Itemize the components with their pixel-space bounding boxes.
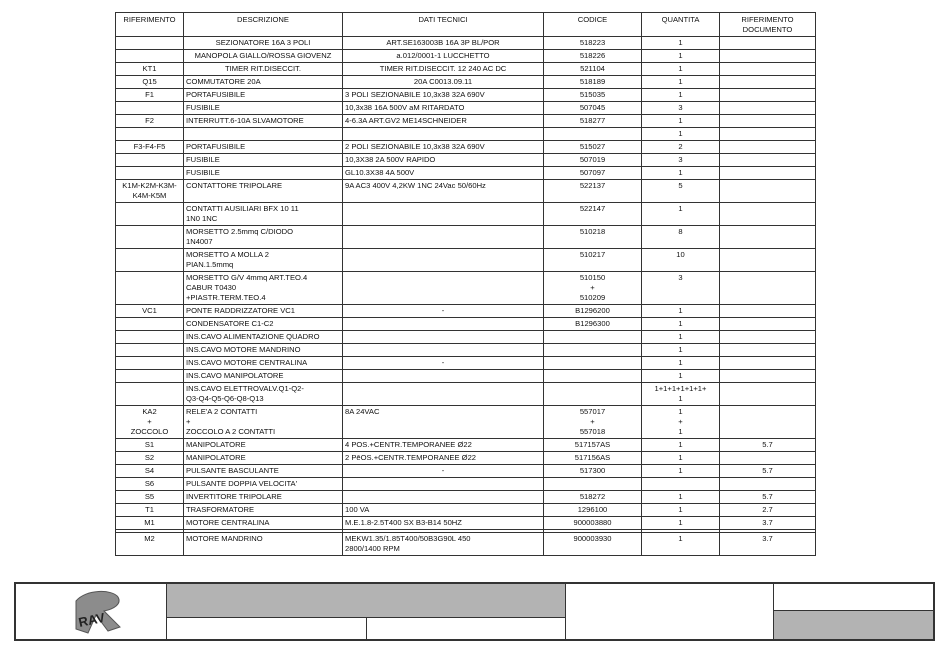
row-codice [544, 383, 642, 406]
row-riferimento-documento [720, 76, 816, 89]
row-riferimento: T1 [116, 504, 184, 517]
row-dati-tecnici: 100 VA [343, 504, 544, 517]
row-riferimento-documento [720, 272, 816, 305]
row-riferimento-documento [720, 383, 816, 406]
row-riferimento-documento [720, 344, 816, 357]
row-riferimento: F1 [116, 89, 184, 102]
row-codice: 518223 [544, 37, 642, 50]
header-descrizione: DESCRIZIONE [184, 13, 343, 37]
row-quantita: 1 [642, 37, 720, 50]
row-descrizione: MORSETTO A MOLLA 2 PIAN.1.5mmq [184, 249, 343, 272]
row-quantita: 1 [642, 491, 720, 504]
table-row [116, 517, 816, 530]
table-row [116, 383, 816, 406]
row-dati-tecnici [343, 383, 544, 406]
row-riferimento-documento [720, 406, 816, 439]
row-dati-tecnici: 2 POLI SEZIONABILE 10,3x38 32A 690V [343, 141, 544, 154]
row-quantita: 1 [642, 504, 720, 517]
row-riferimento: S4 [116, 465, 184, 478]
row-descrizione: RELE'A 2 CONTATTI + ZOCCOLO A 2 CONTATTI [184, 406, 343, 439]
row-quantita: 1+1+1+1+1+1+ 1 [642, 383, 720, 406]
row-quantita: 1 [642, 305, 720, 318]
drawing-field-left [166, 617, 367, 640]
row-riferimento-documento [720, 226, 816, 249]
row-descrizione: MORSETTO G/V 4mmq ART.TEO.4 CABUR T0430 +PIASTR.TERM.TEO.4 [184, 272, 343, 305]
row-codice: 557017 + 557018 [544, 406, 642, 439]
row-descrizione: CONDENSATORE C1-C2 [184, 318, 343, 331]
table-row [116, 203, 816, 226]
row-codice: 517156AS [544, 452, 642, 465]
row-descrizione: CONTATTI AUSILIARI BFX 10 11 1N0 1NC [184, 203, 343, 226]
row-riferimento-documento: 3.7 [720, 517, 816, 530]
row-codice [544, 370, 642, 383]
row-codice: B1296300 [544, 318, 642, 331]
row-dati-tecnici [343, 344, 544, 357]
row-descrizione: MANIPOLATORE [184, 439, 343, 452]
row-quantita: 1 [642, 128, 720, 141]
row-riferimento: Q15 [116, 76, 184, 89]
row-riferimento: VC1 [116, 305, 184, 318]
row-dati-tecnici: 4 POS.+CENTR.TEMPORANEE Ø22 [343, 439, 544, 452]
row-codice: 517300 [544, 465, 642, 478]
row-riferimento-documento [720, 452, 816, 465]
row-dati-tecnici: - [343, 305, 544, 318]
row-codice: 522147 [544, 203, 642, 226]
drawing-field-right [366, 617, 566, 640]
row-riferimento [116, 249, 184, 272]
header-dati-tecnici: DATI TECNICI [343, 13, 544, 37]
table-row [116, 37, 816, 50]
row-codice: 900003930 [544, 533, 642, 556]
table-row [116, 154, 816, 167]
table-row [116, 357, 816, 370]
row-riferimento-documento [720, 128, 816, 141]
row-riferimento: M2 [116, 533, 184, 556]
row-riferimento-documento [720, 89, 816, 102]
table-row [116, 141, 816, 154]
row-codice: 518277 [544, 115, 642, 128]
row-codice: 517157AS [544, 439, 642, 452]
table-row [116, 63, 816, 76]
row-dati-tecnici [343, 203, 544, 226]
row-riferimento [116, 383, 184, 406]
row-descrizione: MOTORE MANDRINO [184, 533, 343, 556]
row-riferimento-documento [720, 180, 816, 203]
row-codice: 507097 [544, 167, 642, 180]
row-codice: 510150 + 510209 [544, 272, 642, 305]
row-quantita: 1 [642, 370, 720, 383]
row-descrizione: INTERRUTT.6-10A SLVAMOTORE [184, 115, 343, 128]
sheet-field [773, 583, 934, 611]
table-row [116, 128, 816, 141]
row-quantita: 1 [642, 167, 720, 180]
logo-cell [15, 583, 167, 640]
table-row [116, 452, 816, 465]
row-quantita: 1 [642, 76, 720, 89]
bill-of-materials-table [115, 12, 816, 556]
table-row [116, 439, 816, 452]
row-riferimento [116, 370, 184, 383]
row-codice: B1296200 [544, 305, 642, 318]
row-descrizione [184, 128, 343, 141]
row-quantita: 1 [642, 517, 720, 530]
row-descrizione: INS.CAVO MOTORE MANDRINO [184, 344, 343, 357]
row-descrizione: TIMER RIT.DISECCIT. [184, 63, 343, 76]
row-riferimento [116, 344, 184, 357]
row-riferimento-documento [720, 141, 816, 154]
row-codice [544, 478, 642, 491]
row-riferimento [116, 357, 184, 370]
row-descrizione: MOTORE CENTRALINA [184, 517, 343, 530]
row-riferimento-documento [720, 167, 816, 180]
row-riferimento [116, 167, 184, 180]
header-codice: CODICE [544, 13, 642, 37]
table-row [116, 491, 816, 504]
row-riferimento-documento [720, 370, 816, 383]
row-riferimento: KT1 [116, 63, 184, 76]
row-quantita: 1 [642, 452, 720, 465]
row-descrizione: MANOPOLA GIALLO/ROSSA GIOVENZ [184, 50, 343, 63]
row-riferimento-documento [720, 318, 816, 331]
row-descrizione: MORSETTO 2.5mmq C/DIODO 1N4007 [184, 226, 343, 249]
row-riferimento-documento [720, 37, 816, 50]
row-descrizione: INS.CAVO MANIPOLATORE [184, 370, 343, 383]
row-codice: 507019 [544, 154, 642, 167]
table-row [116, 465, 816, 478]
row-dati-tecnici: 4-6.3A ART.GV2 ME14SCHNEIDER [343, 115, 544, 128]
row-riferimento-documento [720, 115, 816, 128]
row-riferimento: M1 [116, 517, 184, 530]
row-codice: 518226 [544, 50, 642, 63]
header-riferimento: RIFERIMENTO [116, 13, 184, 37]
row-riferimento: S5 [116, 491, 184, 504]
row-descrizione: MANIPOLATORE [184, 452, 343, 465]
revision-field [565, 583, 774, 640]
row-dati-tecnici: 2 PēOS.+CENTR.TEMPORANEE Ø22 [343, 452, 544, 465]
row-riferimento [116, 37, 184, 50]
row-descrizione: FUSIBILE [184, 154, 343, 167]
row-quantita: 2 [642, 141, 720, 154]
row-descrizione: INS.CAVO ELETTROVALV.Q1-Q2- Q3-Q4-Q5-Q6-Q8-Q13 [184, 383, 343, 406]
row-quantita [642, 478, 720, 491]
row-riferimento [116, 331, 184, 344]
row-quantita: 1 [642, 115, 720, 128]
row-riferimento: F2 [116, 115, 184, 128]
logo-text: RAV [77, 609, 107, 630]
row-riferimento-documento [720, 102, 816, 115]
row-quantita: 1 [642, 89, 720, 102]
row-riferimento-documento: 5.7 [720, 491, 816, 504]
row-dati-tecnici: 10,3x38 16A 500V aM RITARDATO [343, 102, 544, 115]
row-dati-tecnici [343, 226, 544, 249]
row-quantita: 5 [642, 180, 720, 203]
row-descrizione: SEZIONATORE 16A 3 POLI [184, 37, 343, 50]
row-descrizione: FUSIBILE [184, 102, 343, 115]
row-quantita: 3 [642, 272, 720, 305]
row-riferimento: S2 [116, 452, 184, 465]
table-row [116, 272, 816, 305]
title-block [14, 582, 935, 641]
row-descrizione: PULSANTE DOPPIA VELOCITA' [184, 478, 343, 491]
row-quantita: 1 [642, 50, 720, 63]
row-dati-tecnici: ART.SE163003B 16A 3P BL/POR [343, 37, 544, 50]
row-codice: 518189 [544, 76, 642, 89]
table-row [116, 533, 816, 556]
row-codice: 510217 [544, 249, 642, 272]
row-quantita: 1 [642, 203, 720, 226]
row-dati-tecnici [343, 331, 544, 344]
row-quantita: 1 [642, 331, 720, 344]
row-codice: 515035 [544, 89, 642, 102]
row-codice: 515027 [544, 141, 642, 154]
row-descrizione: INS.CAVO ALIMENTAZIONE QUADRO [184, 331, 343, 344]
table-row [116, 305, 816, 318]
row-dati-tecnici [343, 249, 544, 272]
row-codice [544, 344, 642, 357]
row-descrizione: COMMUTATORE 20A [184, 76, 343, 89]
table-row [116, 76, 816, 89]
row-quantita: 1 [642, 465, 720, 478]
row-descrizione: PULSANTE BASCULANTE [184, 465, 343, 478]
row-dati-tecnici: M.E.1.8-2.5T400 SX B3-B14 50HZ [343, 517, 544, 530]
row-riferimento-documento [720, 50, 816, 63]
row-dati-tecnici: 3 POLI SEZIONABILE 10,3x38 32A 690V [343, 89, 544, 102]
row-riferimento-documento: 5.7 [720, 465, 816, 478]
row-dati-tecnici [343, 491, 544, 504]
row-riferimento [116, 203, 184, 226]
rav-logo-icon [68, 587, 138, 637]
table-row [116, 478, 816, 491]
row-quantita: 1 [642, 318, 720, 331]
row-dati-tecnici: 8A 24VAC [343, 406, 544, 439]
row-codice: 521104 [544, 63, 642, 76]
row-riferimento [116, 318, 184, 331]
row-riferimento-documento: 2.7 [720, 504, 816, 517]
row-riferimento-documento: 3.7 [720, 533, 816, 556]
header-riferimento-documento: RIFERIMENTO DOCUMENTO [720, 13, 816, 37]
row-riferimento [116, 50, 184, 63]
table-row [116, 226, 816, 249]
table-header-row [116, 13, 816, 37]
row-riferimento-documento [720, 154, 816, 167]
row-quantita: 1 [642, 533, 720, 556]
row-codice [544, 128, 642, 141]
row-dati-tecnici: GL10.3X38 4A 500V [343, 167, 544, 180]
row-dati-tecnici: 9A AC3 400V 4,2KW 1NC 24Vac 50/60Hz [343, 180, 544, 203]
row-riferimento-documento [720, 63, 816, 76]
row-dati-tecnici: - [343, 465, 544, 478]
table-row [116, 331, 816, 344]
row-quantita: 1 [642, 439, 720, 452]
table-body [116, 37, 816, 556]
table-row [116, 318, 816, 331]
row-descrizione: FUSIBILE [184, 167, 343, 180]
row-quantita: 1 [642, 63, 720, 76]
row-quantita: 10 [642, 249, 720, 272]
header-quantita: QUANTITA [642, 13, 720, 37]
row-riferimento [116, 226, 184, 249]
row-dati-tecnici: a.012/0001-1 LUCCHETTO [343, 50, 544, 63]
row-quantita: 1 [642, 344, 720, 357]
code-field [773, 610, 934, 640]
table-row [116, 406, 816, 439]
table-row [116, 370, 816, 383]
row-descrizione: PONTE RADDRIZZATORE VC1 [184, 305, 343, 318]
row-quantita: 3 [642, 102, 720, 115]
row-riferimento: KA2 + ZOCCOLO [116, 406, 184, 439]
row-dati-tecnici [343, 318, 544, 331]
table-row [116, 249, 816, 272]
row-riferimento-documento [720, 331, 816, 344]
row-descrizione: PORTAFUSIBILE [184, 89, 343, 102]
row-riferimento: K1M-K2M-K3M- K4M-K5M [116, 180, 184, 203]
row-riferimento [116, 102, 184, 115]
row-dati-tecnici: 10,3X38 2A 500V RAPIDO [343, 154, 544, 167]
row-codice [544, 331, 642, 344]
row-dati-tecnici: - [343, 357, 544, 370]
row-descrizione: INVERTITORE TRIPOLARE [184, 491, 343, 504]
row-codice: 1296100 [544, 504, 642, 517]
row-quantita: 3 [642, 154, 720, 167]
table-row [116, 115, 816, 128]
row-dati-tecnici [343, 478, 544, 491]
row-quantita: 1 [642, 357, 720, 370]
row-riferimento [116, 154, 184, 167]
row-descrizione: CONTATTORE TRIPOLARE [184, 180, 343, 203]
row-riferimento [116, 128, 184, 141]
table-row [116, 89, 816, 102]
row-codice: 522137 [544, 180, 642, 203]
table-row [116, 167, 816, 180]
row-riferimento-documento [720, 478, 816, 491]
row-riferimento: F3-F4-F5 [116, 141, 184, 154]
row-dati-tecnici [343, 128, 544, 141]
row-riferimento: S1 [116, 439, 184, 452]
row-codice [544, 357, 642, 370]
row-quantita: 8 [642, 226, 720, 249]
row-descrizione: PORTAFUSIBILE [184, 141, 343, 154]
table-row [116, 50, 816, 63]
row-descrizione: TRASFORMATORE [184, 504, 343, 517]
title-field [166, 583, 566, 618]
table-row [116, 504, 816, 517]
row-dati-tecnici [343, 272, 544, 305]
row-dati-tecnici: MEKW1.35/1.85T400/50B3G90L 450 2800/1400 RPM [343, 533, 544, 556]
row-dati-tecnici: 20A C0013.09.11 [343, 76, 544, 89]
table-row [116, 102, 816, 115]
row-riferimento-documento [720, 203, 816, 226]
row-riferimento-documento [720, 249, 816, 272]
row-quantita: 1 + 1 [642, 406, 720, 439]
table-row [116, 344, 816, 357]
row-codice: 507045 [544, 102, 642, 115]
row-descrizione: INS.CAVO MOTORE CENTRALINA [184, 357, 343, 370]
table-row [116, 180, 816, 203]
row-riferimento-documento [720, 305, 816, 318]
row-codice: 510218 [544, 226, 642, 249]
row-riferimento: S6 [116, 478, 184, 491]
row-riferimento [116, 272, 184, 305]
row-codice: 518272 [544, 491, 642, 504]
row-dati-tecnici [343, 370, 544, 383]
row-codice: 900003880 [544, 517, 642, 530]
row-riferimento-documento [720, 357, 816, 370]
row-dati-tecnici: TIMER RIT.DISECCIT. 12 240 AC DC [343, 63, 544, 76]
row-riferimento-documento: 5.7 [720, 439, 816, 452]
